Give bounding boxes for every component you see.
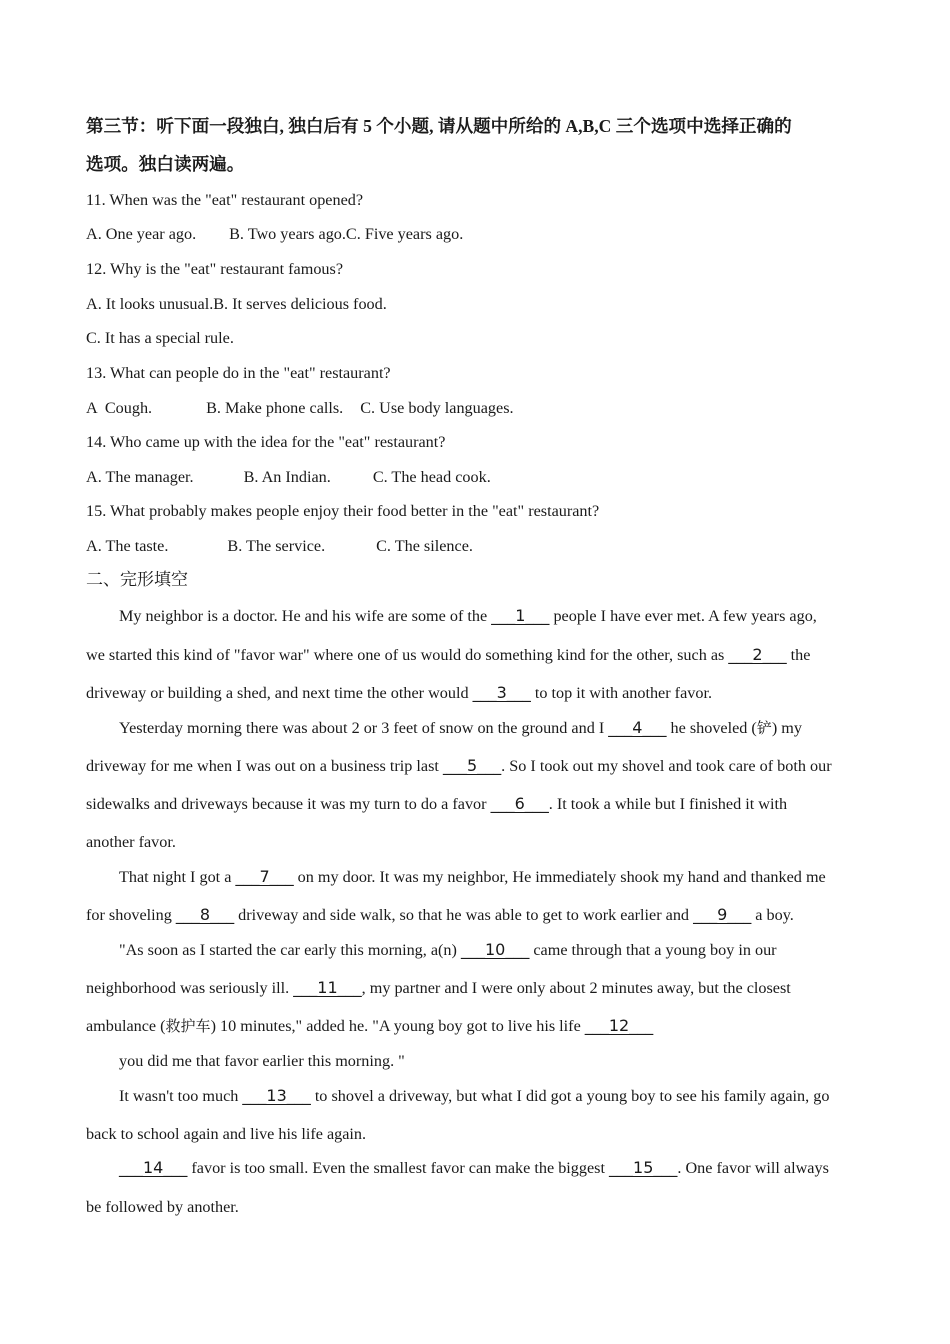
question-12-option-c: C. It has a special rule. <box>86 329 234 347</box>
cloze-line <box>119 1158 829 1178</box>
passage-text: to shovel a driveway, but what I did got a young boy to see his family again, go <box>310 1087 830 1105</box>
cloze-line <box>119 1086 829 1106</box>
cloze-section-title: 二、完形填空 <box>86 570 188 590</box>
question-11: 11. When was the "eat" restaurant opened? <box>86 191 364 209</box>
cloze-blank: ___15___ <box>609 1158 678 1177</box>
question-12: 12. Why is the "eat" restaurant famous? <box>86 260 344 278</box>
cloze-blank: ___1___ <box>491 606 550 625</box>
cloze-blank: ___9___ <box>693 905 752 924</box>
passage-text: be followed by another. <box>86 1198 239 1216</box>
cloze-line <box>86 756 832 776</box>
passage-text: driveway and side walk, so that he was able to get to work earlier and <box>234 906 694 924</box>
option: C. The head cook. <box>372 468 491 486</box>
cloze-line <box>86 1197 239 1217</box>
option: A Cough. <box>86 399 153 417</box>
cloze-blank: ___13___ <box>242 1086 311 1105</box>
cloze-line <box>86 1016 653 1036</box>
cloze-line <box>119 1051 405 1071</box>
option: B. An Indian. <box>243 468 331 486</box>
passage-text: ) my <box>771 719 802 737</box>
passage-text: to top it with another favor. <box>530 684 712 702</box>
cloze-blank: ___5___ <box>442 756 502 775</box>
cloze-blank: ___7___ <box>235 867 294 886</box>
passage-text: another favor. <box>86 833 176 851</box>
passage-text: came through that a young boy in our <box>529 941 777 959</box>
cloze-blank: ___12___ <box>584 1016 654 1035</box>
passage-text: "As soon as I started the car early this morning, a(n) <box>119 941 461 959</box>
chinese-gloss: 救护车 <box>165 1017 211 1035</box>
question-13-options <box>86 398 514 418</box>
passage-text: My neighbor is a doctor. He and his wife are some of the <box>119 607 492 625</box>
question-14-options <box>86 467 491 487</box>
passage-text: the <box>786 646 811 664</box>
passage-text: ) 10 minutes," added he. "A young boy got to live his life <box>210 1017 585 1035</box>
passage-text: for shoveling <box>86 906 176 924</box>
passage-text: neighborhood was seriously ill. <box>86 979 294 997</box>
passage-text: he shoveled ( <box>666 719 757 737</box>
question-14: 14. Who came up with the idea for the "eat" restaurant? <box>86 433 446 451</box>
option: B. The service. <box>227 537 326 555</box>
section-heading-line1: 第三节：听下面一段独白, 独白后有 5 个小题, 请从题中所给的 A,B,C 三个选项中选择正确的 <box>86 116 792 136</box>
cloze-blank: ___10___ <box>460 940 530 959</box>
passage-text: ambulance ( <box>86 1017 166 1035</box>
cloze-line <box>86 794 787 814</box>
cloze-line <box>86 645 810 665</box>
question-15-options <box>86 536 473 556</box>
cloze-line <box>119 718 802 738</box>
cloze-line <box>119 606 817 626</box>
option: C. The silence. <box>376 537 473 555</box>
question-12-option-ab: A. It looks unusual.B. It serves delicious food. <box>86 295 387 313</box>
passage-text: sidewalks and driveways because it was my turn to do a favor <box>86 795 491 813</box>
passage-text: . It took a while but I finished it with <box>548 795 788 813</box>
option: A. The manager. <box>86 468 194 486</box>
cloze-line <box>86 978 791 998</box>
question-15: 15. What probably makes people enjoy their food better in the "eat" restaurant? <box>86 502 600 520</box>
cloze-line <box>119 940 777 960</box>
cloze-line <box>86 683 712 703</box>
passage-text: Yesterday morning there was about 2 or 3 feet of snow on the ground and I <box>119 719 609 737</box>
option: A. One year ago. <box>86 225 197 243</box>
option: C. Use body languages. <box>360 399 514 417</box>
cloze-line <box>86 1124 366 1144</box>
cloze-line <box>86 832 176 852</box>
chinese-gloss: 铲 <box>756 719 772 737</box>
cloze-blank: ___11___ <box>293 978 362 997</box>
question-13: 13. What can people do in the "eat" restaurant? <box>86 364 391 382</box>
passage-text: driveway for me when I was out on a business trip last <box>86 757 443 775</box>
passage-text: on my door. It was my neighbor, He immediately shook my hand and thanked me <box>293 868 826 886</box>
option: A. The taste. <box>86 537 169 555</box>
passage-text: driveway or building a shed, and next time the other would <box>86 684 473 702</box>
cloze-line <box>86 905 794 925</box>
cloze-blank: ___14___ <box>119 1158 188 1177</box>
passage-text: . So I took out my shovel and took care of both our <box>501 757 832 775</box>
passage-text: That night I got a <box>119 868 236 886</box>
cloze-blank: ___8___ <box>175 905 235 924</box>
passage-text: favor is too small. Even the smallest favor can make the biggest <box>187 1159 610 1177</box>
passage-text: It wasn't too much <box>119 1087 243 1105</box>
cloze-blank: ___2___ <box>728 645 787 664</box>
cloze-blank: ___6___ <box>490 794 549 813</box>
option: B. Two years ago.C. Five years ago. <box>229 225 464 243</box>
passage-text: back to school again and live his life again. <box>86 1125 367 1143</box>
passage-text: , my partner and I were only about 2 minutes away, but the closest <box>361 979 791 997</box>
question-11-options <box>86 224 463 244</box>
section-heading-line2: 选项。独白读两遍。 <box>86 154 245 174</box>
passage-text: people I have ever met. A few years ago, <box>549 607 817 625</box>
cloze-blank: ___4___ <box>608 718 667 737</box>
passage-text: you did me that favor earlier this morning. " <box>119 1052 405 1070</box>
passage-text: we started this kind of "favor war" where one of us would do something kind for the other, such as <box>86 646 729 664</box>
passage-text: . One favor will always <box>677 1159 829 1177</box>
passage-text: a boy. <box>751 906 794 924</box>
option: B. Make phone calls. <box>206 399 344 417</box>
cloze-blank: ___3___ <box>472 683 531 702</box>
cloze-line <box>119 867 826 887</box>
